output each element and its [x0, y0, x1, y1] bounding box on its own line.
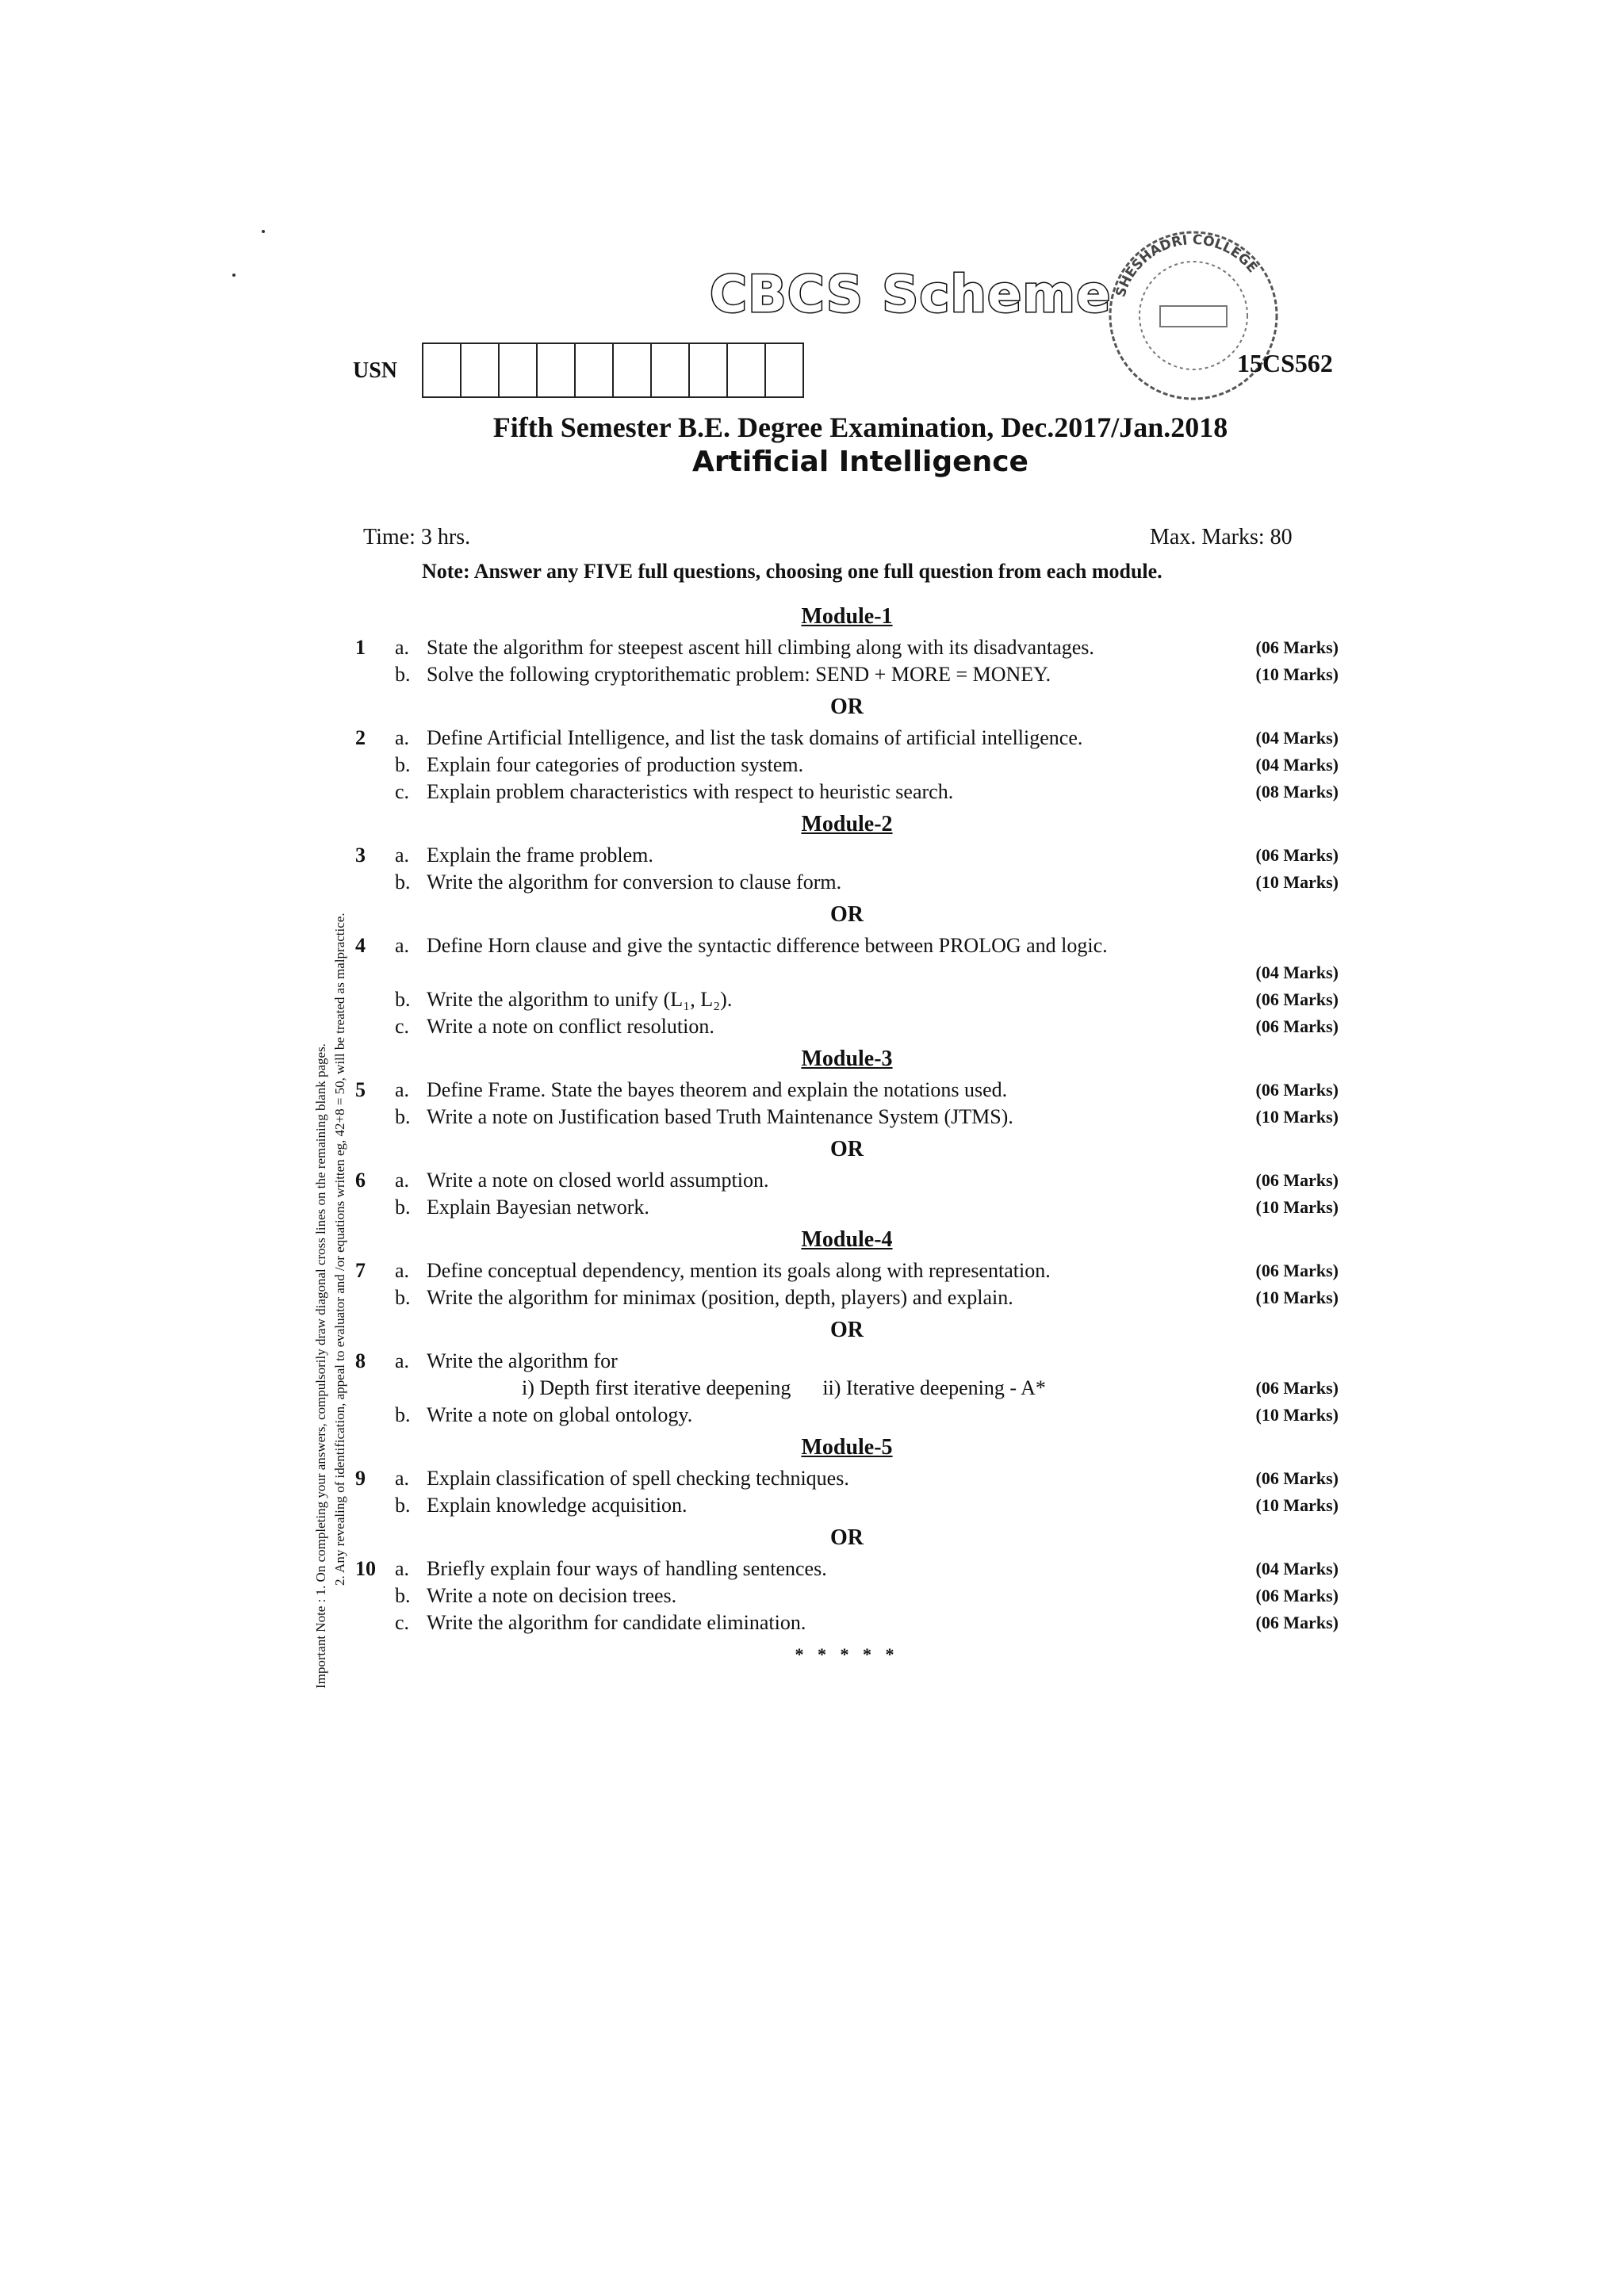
question-part: [355, 1375, 1339, 1402]
marks: (04 Marks): [1255, 1559, 1339, 1578]
part-label: b.: [395, 1196, 411, 1219]
question-text: Explain knowledge acquisition.: [427, 1494, 688, 1517]
or-separator: OR: [830, 1137, 864, 1161]
marks: (10 Marks): [1255, 1405, 1339, 1425]
part-label: b.: [395, 663, 411, 686]
question: [355, 1167, 1339, 1221]
marks: (06 Marks): [1255, 1080, 1339, 1100]
marks: (10 Marks): [1255, 1107, 1339, 1127]
marks: (06 Marks): [1255, 989, 1339, 1009]
part-label: b.: [395, 1584, 411, 1607]
sub-option-i: i) Depth first iterative deepening: [522, 1376, 791, 1399]
question-text: Write a note on global ontology.: [427, 1403, 693, 1426]
usn-box[interactable]: [500, 344, 538, 396]
part-label: b.: [395, 988, 411, 1011]
question-part: [355, 1609, 1339, 1636]
question-number: 9: [355, 1467, 366, 1490]
marks: (10 Marks): [1255, 1495, 1339, 1515]
module-heading: [355, 809, 1339, 840]
question-text: Write the algorithm for conversion to clause form.: [427, 871, 842, 894]
module-title: Module-5: [801, 1435, 893, 1460]
usn-box[interactable]: [766, 344, 802, 396]
question-number: 1: [355, 636, 366, 659]
marks: (10 Marks): [1255, 1288, 1339, 1307]
question-text: Define conceptual dependency, mention its goals along with representation.: [427, 1259, 1051, 1282]
marks: (06 Marks): [1255, 1586, 1339, 1605]
question-part: [355, 1492, 1339, 1519]
part-label: b.: [395, 871, 411, 894]
module-title: Module-2: [801, 812, 893, 836]
part-label: a.: [395, 1349, 410, 1372]
side-note-line-2: 2. Any revealing of identification, appeal to evaluator and /or equations written eg, 42+8 = 50, will be treated as malpractice.: [332, 913, 347, 1586]
marks: (06 Marks): [1255, 1016, 1339, 1036]
marks: (08 Marks): [1255, 782, 1339, 802]
question-part: [355, 1402, 1339, 1429]
college-stamp: [1098, 220, 1289, 411]
subject-code: 15CS562: [1237, 349, 1333, 377]
usn-label: USN: [353, 358, 398, 383]
or-separator: OR: [830, 695, 864, 719]
question-text: Explain classification of spell checking techniques.: [427, 1467, 849, 1490]
question-part: [355, 869, 1339, 896]
marks: (06 Marks): [1255, 845, 1339, 865]
usn-box[interactable]: [728, 344, 766, 396]
question-part: [355, 1465, 1339, 1492]
question-part: [355, 1167, 1339, 1194]
marks: (06 Marks): [1255, 637, 1339, 657]
or-separator: OR: [830, 902, 864, 927]
part-label: b.: [395, 1105, 411, 1128]
question-text: Write a note on closed world assumption.: [427, 1169, 769, 1192]
module-title: Module-4: [801, 1227, 893, 1252]
svg-text:SHESHADRI COLLEGE: SHESHADRI COLLEGE: [1113, 232, 1261, 300]
question-part: [355, 842, 1339, 869]
question-text: Explain Bayesian network.: [427, 1196, 649, 1219]
question: [355, 1077, 1339, 1131]
marks: (04 Marks): [1255, 728, 1339, 748]
usn-boxes[interactable]: [422, 342, 804, 398]
question: [355, 1348, 1339, 1429]
end-marker: * * * * *: [795, 1644, 899, 1664]
exam-note: Note: Answer any FIVE full questions, choosing one full question from each module.: [422, 560, 1162, 583]
marks: (04 Marks): [1255, 962, 1339, 982]
part-label: a.: [395, 636, 410, 659]
question: [355, 932, 1339, 1040]
scheme-title: CBCS Scheme: [710, 266, 1112, 324]
sub-option-ii: ii) Iterative deepening - A*: [822, 1376, 1046, 1399]
question-part: [355, 1013, 1339, 1040]
question-text: Write a note on conflict resolution.: [427, 1015, 714, 1038]
or-separator: OR: [830, 1318, 864, 1342]
question-part: [355, 932, 1339, 959]
question-number: 10: [355, 1557, 376, 1580]
question-part: [355, 1104, 1339, 1131]
question-text: [427, 1375, 1220, 1402]
part-label: b.: [395, 1286, 411, 1309]
question: [355, 634, 1339, 688]
marks: (06 Marks): [1255, 1378, 1339, 1398]
speck: [232, 274, 236, 277]
question-number: 4: [355, 934, 366, 957]
marks: (10 Marks): [1255, 664, 1339, 684]
question-part: [355, 1284, 1339, 1311]
question-text: Explain the frame problem.: [427, 844, 653, 867]
question: [355, 1556, 1339, 1636]
question-part: [355, 959, 1339, 986]
marks: (06 Marks): [1255, 1468, 1339, 1488]
question-number: 7: [355, 1259, 366, 1282]
part-label: a.: [395, 1078, 410, 1101]
part-label: a.: [395, 934, 410, 957]
question-part: [355, 725, 1339, 752]
module-title: Module-1: [801, 604, 893, 629]
question-text: Solve the following cryptorithematic problem: SEND + MORE = MONEY.: [427, 663, 1051, 686]
usn-box[interactable]: [652, 344, 690, 396]
module-heading: [355, 1432, 1339, 1464]
part-label: a.: [395, 1169, 410, 1192]
question-part: [355, 779, 1339, 806]
marks: (10 Marks): [1255, 872, 1339, 892]
speck: [262, 230, 265, 233]
question-number: 8: [355, 1349, 366, 1372]
question-number: 6: [355, 1169, 366, 1192]
part-label: b.: [395, 1494, 411, 1517]
question-text: Define Artificial Intelligence, and list the task domains of artificial intelligence.: [427, 726, 1083, 749]
question-part: [355, 1257, 1339, 1284]
marks: (10 Marks): [1255, 1197, 1339, 1217]
question-part: [355, 634, 1339, 661]
question-text: Define Horn clause and give the syntactic difference between PROLOG and logic.: [427, 934, 1108, 957]
question-number: 2: [355, 726, 366, 749]
usn-box[interactable]: [538, 344, 576, 396]
part-label: b.: [395, 753, 411, 776]
module-heading: [355, 601, 1339, 633]
question-part: [355, 1348, 1339, 1375]
marks: (06 Marks): [1255, 1170, 1339, 1190]
module-heading: [355, 1224, 1339, 1256]
question-text: Write a note on Justification based Truth Maintenance System (JTMS).: [427, 1105, 1013, 1128]
part-label: b.: [395, 1403, 411, 1426]
part-label: a.: [395, 726, 410, 749]
question-part: [355, 752, 1339, 779]
question-text: Write the algorithm to unify (L₁, L₂).: [427, 988, 733, 1011]
question-part: [355, 1582, 1339, 1609]
question-number: 5: [355, 1078, 366, 1101]
part-label: a.: [395, 1259, 410, 1282]
part-label: a.: [395, 1557, 410, 1580]
part-label: c.: [395, 780, 410, 803]
side-note-line-1: Important Note : 1. On completing your answers, compulsorily draw diagonal cross lines on the remaining blank pages.: [313, 1043, 328, 1689]
module-heading: [355, 1043, 1339, 1075]
question-part: [355, 1194, 1339, 1221]
question: [355, 725, 1339, 806]
question-part: [355, 1556, 1339, 1582]
exam-title: Fifth Semester B.E. Degree Examination, Dec.2017/Jan.2018: [492, 411, 1228, 443]
question-text: Write the algorithm for candidate elimination.: [427, 1611, 806, 1634]
marks: (04 Marks): [1255, 755, 1339, 775]
question-text: Write the algorithm for minimax (position, depth, players) and explain.: [427, 1286, 1013, 1309]
part-label: a.: [395, 1467, 410, 1490]
question-text: Write a note on decision trees.: [427, 1584, 677, 1607]
question-text: Explain four categories of production system.: [427, 753, 804, 776]
question-number: 3: [355, 844, 366, 867]
question: [355, 1257, 1339, 1311]
question-text: State the algorithm for steepest ascent hill climbing along with its disadvantages.: [427, 636, 1094, 659]
question-text: Explain problem characteristics with respect to heuristic search.: [427, 780, 954, 803]
part-label: c.: [395, 1611, 410, 1634]
exam-duration: Time: 3 hrs.: [363, 525, 471, 549]
marks: (06 Marks): [1255, 1613, 1339, 1632]
usn-box[interactable]: [576, 344, 614, 396]
question: [355, 1465, 1339, 1519]
question-text: Define Frame. State the bayes theorem and explain the notations used.: [427, 1078, 1008, 1101]
question-text: Write the algorithm for: [427, 1349, 618, 1372]
question-list: [355, 598, 1339, 1668]
question-text: Briefly explain four ways of handling sentences.: [427, 1557, 827, 1580]
marks: (06 Marks): [1255, 1261, 1339, 1280]
usn-box[interactable]: [614, 344, 652, 396]
subject-title: Artificial Intelligence: [692, 446, 1028, 478]
question: [355, 842, 1339, 896]
part-label: a.: [395, 844, 410, 867]
or-separator: OR: [830, 1525, 864, 1550]
part-label: c.: [395, 1015, 410, 1038]
usn-box[interactable]: [423, 344, 462, 396]
usn-box[interactable]: [690, 344, 728, 396]
max-marks: Max. Marks: 80: [1150, 525, 1293, 549]
usn-box[interactable]: [462, 344, 500, 396]
question-part: [355, 986, 1339, 1013]
side-important-note: [312, 579, 350, 1689]
question-part: [355, 661, 1339, 688]
module-title: Module-3: [801, 1047, 893, 1071]
question-part: [355, 1077, 1339, 1104]
